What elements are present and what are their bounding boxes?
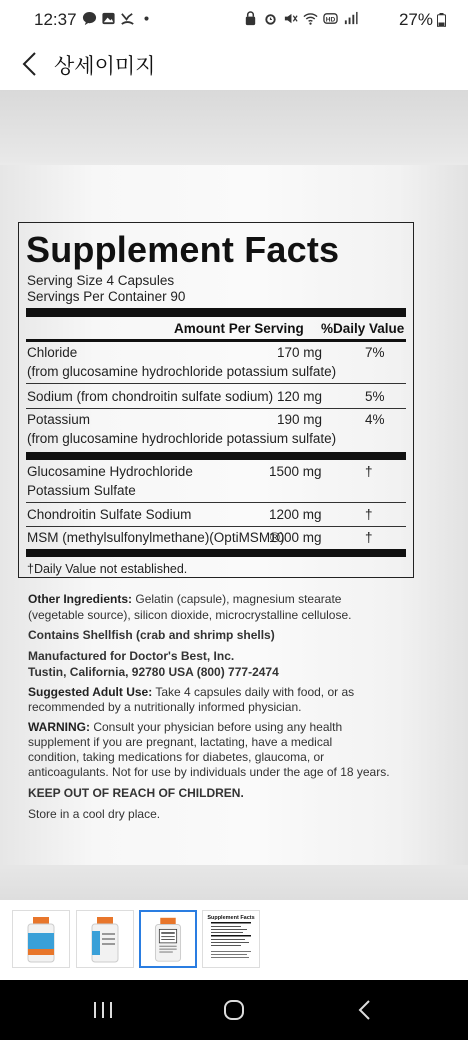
serving-size: Serving Size 4 Capsules [27, 273, 175, 288]
row-sub: (from glucosamine hydrochloride potassium sulfate) [27, 431, 337, 446]
row-divider [26, 408, 406, 409]
row-amount: 1200 mg [269, 507, 322, 522]
thick-divider [26, 308, 406, 317]
status-time: 12:37 [34, 10, 77, 29]
row-name: Glucosamine Hydrochloride [27, 464, 193, 479]
warning-label: WARNING: [28, 720, 90, 734]
battery-icon [437, 13, 446, 27]
row-name: Chloride [27, 345, 78, 360]
hd-icon [323, 11, 338, 26]
row-dv: † [365, 530, 373, 545]
recent-apps-icon [88, 998, 118, 1022]
recent-apps-button[interactable] [88, 998, 118, 1022]
suggested-use-line2: recommended by a nutritionally informed physician. [28, 700, 302, 714]
thick-divider [26, 452, 406, 460]
home-button[interactable] [219, 998, 249, 1022]
dot-icon [139, 11, 154, 26]
row-amount: 1500 mg [269, 464, 322, 479]
home-icon [219, 998, 249, 1022]
svg-text:HD: HD [325, 16, 336, 24]
app-header [0, 40, 468, 90]
other-ingredients-label: Other Ingredients: [28, 592, 133, 606]
photo-icon [101, 11, 116, 26]
servings-per-container: Servings Per Container 90 [27, 289, 186, 304]
row-dv: 5% [365, 389, 385, 404]
row-amount: 120 mg [277, 389, 323, 404]
row-dv: † [365, 507, 373, 522]
back-icon [350, 998, 380, 1022]
manufacturer-line2: Tustin, California, 92780 USA (800) 777-2474 [28, 665, 279, 679]
other-ingredients-text: Gelatin (capsule), magnesium stearate [135, 592, 342, 606]
suggested-use [28, 685, 354, 700]
bottle-front-image [13, 911, 69, 967]
thumbnail-bottle-back[interactable] [139, 910, 197, 968]
nav-back-button[interactable] [350, 998, 380, 1022]
signal-icon [343, 11, 358, 26]
row-divider [26, 383, 406, 384]
chevron-left-icon [21, 51, 37, 77]
facts-closeup-image [203, 911, 259, 967]
thumbnail-facts-title: Supplement Facts [207, 915, 255, 921]
lock-icon [243, 11, 258, 26]
battery [399, 10, 446, 30]
row-dv: † [365, 464, 373, 479]
row-amount: 1000 mg [269, 530, 322, 545]
wifi-icon [303, 11, 318, 26]
thumbnail-strip [0, 900, 468, 980]
alarm-icon [263, 11, 278, 26]
col-amount-header: Amount Per Serving [174, 321, 304, 336]
other-ingredients [28, 592, 341, 607]
row-name: Potassium [27, 412, 91, 427]
col-dv-header: %Daily Value [321, 321, 405, 336]
row-amount: 170 mg [277, 345, 323, 360]
mute-icon [283, 11, 298, 26]
suggested-use-label: Suggested Adult Use: [28, 685, 153, 699]
talk-icon [82, 11, 97, 26]
row-dv: 4% [365, 412, 385, 427]
row-divider [26, 526, 406, 527]
bottle-back-image [141, 912, 195, 966]
bottle-side-image [77, 911, 133, 967]
facts-title: Supplement Facts [26, 229, 340, 270]
warning-line3: condition, taking medications for diabetes, glaucoma, or [28, 750, 325, 764]
battery-percent: 27% [398, 10, 433, 29]
row-sub: Potassium Sulfate [27, 483, 136, 498]
page-title: 상세이미지 [54, 55, 156, 78]
thumbnail-bottle-front[interactable] [12, 910, 70, 968]
thumbnail-bottle-side[interactable] [76, 910, 134, 968]
warning-line2: supplement if you are pregnant, lactating, have a medical [28, 735, 333, 749]
thumbnail-facts-closeup[interactable] [202, 910, 260, 968]
manufacturer-line1: Manufactured for Doctor's Best, Inc. [28, 649, 235, 663]
row-amount: 190 mg [277, 412, 323, 427]
warning-text: Consult your physician before using any health [93, 720, 343, 734]
medium-divider [26, 339, 406, 342]
row-sub: (from glucosamine hydrochloride potassium sulfate) [27, 364, 337, 379]
dv-footnote: †Daily Value not established. [27, 562, 188, 576]
shellfish-warning: Contains Shellfish (crab and shrimp shells) [28, 628, 275, 642]
row-name: Chondroitin Sulfate Sodium [27, 507, 192, 522]
row-name: Sodium (from chondroitin sulfate sodium) [27, 389, 274, 404]
missed-call-icon [120, 11, 135, 26]
warning-line4: anticoagulants. Not for use by individuals under the age of 18 years. [28, 765, 390, 779]
warning [28, 720, 342, 735]
row-dv: 7% [365, 345, 385, 360]
supplement-facts-panel [18, 222, 414, 578]
keep-out-notice: KEEP OUT OF REACH OF CHILDREN. [28, 786, 244, 800]
suggested-use-text: Take 4 capsules daily with food, or as [155, 685, 355, 699]
other-ingredients-line2: (vegetable source), silicon dioxide, microcrystalline cellulose. [28, 608, 352, 622]
system-icons [243, 11, 358, 26]
system-nav-bar [0, 980, 468, 1040]
row-name: MSM (methylsulfonylmethane)(OptiMSM®) [27, 530, 285, 545]
status-bar [0, 0, 468, 40]
thick-divider [26, 549, 406, 557]
storage-note: Store in a cool dry place. [28, 807, 161, 821]
row-divider [26, 502, 406, 503]
notification-icons [82, 11, 154, 26]
back-button[interactable] [14, 48, 44, 80]
product-image-viewer[interactable] [0, 90, 468, 900]
